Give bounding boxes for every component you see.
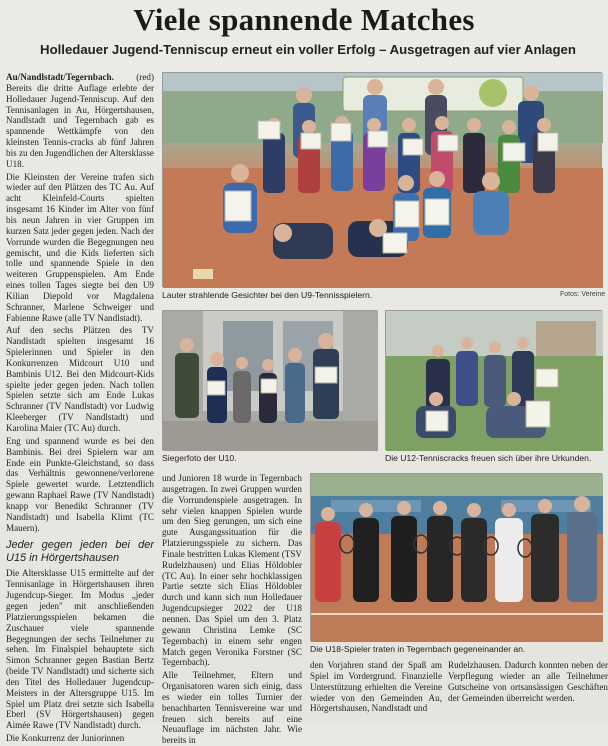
photo-u10-drawing — [163, 311, 378, 451]
paragraph: Auf den sechs Plätzen des TV Nandlstadt spielten insgesamt 16 Spielerinnen und Spieler in den Konkurrenzen Midcourt U10 und Bambinis U12. Bei den Midcourt-Kids spielte jeder gegen jeden. Nach tollen Spielen setzte sich am Ende Lukas Schranner (TV Nandlstadt) vor Ludwig Kleeberger (TV Nandlstadt) und Karolina Maier (TC Au) durch. — [6, 325, 154, 433]
caption-u10: Siegerfoto der U10. — [162, 453, 237, 463]
photo-u9-drawing — [163, 73, 603, 288]
caption-u9: Lauter strahlende Gesichter bei den U9-Tennisspielern. — [162, 290, 373, 300]
paragraph-lead — [6, 72, 154, 170]
photo-u9-group — [162, 72, 602, 287]
paragraph: Eng und spannend wurde es bei den Bambinis. Bei drei Spielern war am Ende ein Punkte-Gleichstand, so dass das Verhältnis gewonnene/verlorene Spiele gewertet wurde. Letztendlich gewann Raphael Rawe (TV Nandlstadt) knapp vor Benedikt Schranner (TV Nandlstadt) und Isabella Klimt (TC Mauern). — [6, 435, 154, 533]
section-subtitle: Jeder gegen jeden bei der U15 in Hörgertshausen — [6, 539, 154, 564]
caption-u18: Die U18-Spieler traten in Tegernbach gegeneinander an. — [310, 644, 526, 654]
photo-u12-drawing — [386, 311, 603, 451]
photo-u18-drawing — [311, 474, 603, 642]
article-column-middle — [162, 473, 302, 746]
photo-u18-group — [310, 473, 602, 641]
article-column-left — [6, 72, 154, 744]
paragraph: Alle Teilnehmer, Eltern und Organisatoren waren sich einig, dass es wieder ein tolles Turnier der benachbarten Tennisvereine war und freuen sich bereits auf eine Neuauflage im nächsten Jahr. Wie bereits in — [162, 670, 302, 746]
article-column-right-2: Rudelzhausen. Dadurch konnten neben der Verpflegung wieder an alle Teilnehmer Gutscheine von ortsansässigen Geschäften der Gemeinden überreicht werden. — [448, 660, 608, 703]
paragraph: Die Konkurrenz der Juniorinnen — [6, 733, 125, 744]
photo-credit: Fotos: Vereine — [560, 291, 606, 298]
subheadline: Holledauer Jugend-Tenniscup erneut ein voller Erfolg – Ausgetragen auf vier Anlagen — [40, 42, 576, 57]
caption-u12: Die U12-Tenniscracks freuen sich über ihre Urkunden. — [385, 453, 592, 463]
paragraph-text: (red) Bereits die dritte Auflage erlebte der Holledauer Jugend-Tenniscup. Auf den Tennisanlagen in Au, Hörgertshausen, Nandlstadt und Tegernbach gab es spannende Wettkämpfe von den kleinsten Tennis-cracks ab fünf Jahren bis zu den Jugendlichen der Altersklasse U18. — [6, 72, 154, 169]
paragraph: Die Kleinsten der Vereine trafen sich wieder auf den Plätzen des TC Au. Auf acht Kleinfeld-Courts spielten insgesamt 16 Kinder im Alter von fünf bis neun Jahren in vier Gruppen im kurzen Satz jeder gegen jeden. Nach der Vorrunde wurden die Begegnungen neu gemischt, und die Kids lieferten sich tolle und spannende Spiele in den weiteren Gruppenspielen. Am Ende eines tollen Tages siegte bei den U9 Kilian Diepold vor Magdalena Schranner, Marlene Schweiger und Fabienne Rawe (alle TV Nandlstadt). — [6, 171, 154, 323]
paragraph: Die Altersklasse U15 ermittelte auf der Tennisanlage in Hörgertshausen ihren Jugendcup-Sieger. Im Modus „jeder gegen jeden" mit anschließenden Platzierungsspielen bekamen die Zuschauer viele spannende Begegnungen der sechs Teilnehmer zu sehen. Im Finalspiel behauptete sich Simon Schranner gegen Bastian Bertz (beide TV Nandlstadt) und sicherte sich den Titel des Holledauer Jugendcup-Meisters in der Altersgruppe U15. Im Spiel um Platz drei setzte sich Isabella Eberl (SV Hörgertshausen) gegen Aimée Rawe (TV Nandlstadt) durch. — [6, 568, 154, 731]
paragraph: und Junioren 18 wurde in Tegernbach ausgetragen. In zwei Gruppen wurden die Vorrundenspiele ausgetragen. In sehr vielen knappen Spielen wurde um den Sieg gerungen, um sich eine gute Ausgangssituation für die Platzierungsspiele zu sichern. Das Finale bestritten Lukas Klement (TSV Rudelzhausen) und Elias Höldobler (TC Au). In einer sehr hochklassigen Partie setzte sich Elias Höldobler durch und kann sich nun Holledauer Jugendcupsieger 2022 der U18 nennen. Das Spiel um den 3. Platz gewann Christina Lemke (SC Tegernbach) in einem sehr engen Match gegen Veronika Forstner (SC Tegernbach). — [162, 473, 302, 668]
headline: Viele spannende Matches — [133, 2, 475, 37]
article-column-right-1: den Vorjahren stand der Spaß am Spiel im Vordergrund. Finanzielle Unterstützung erhielten die Vereine wieder von den Gemeinden Au, Hörgertshausen, Nandlstadt und — [310, 660, 442, 714]
dateline: Au/Nandlstadt/Tegernbach. — [6, 72, 114, 82]
photo-u12-group — [385, 310, 602, 450]
photo-u10-group — [162, 310, 377, 450]
